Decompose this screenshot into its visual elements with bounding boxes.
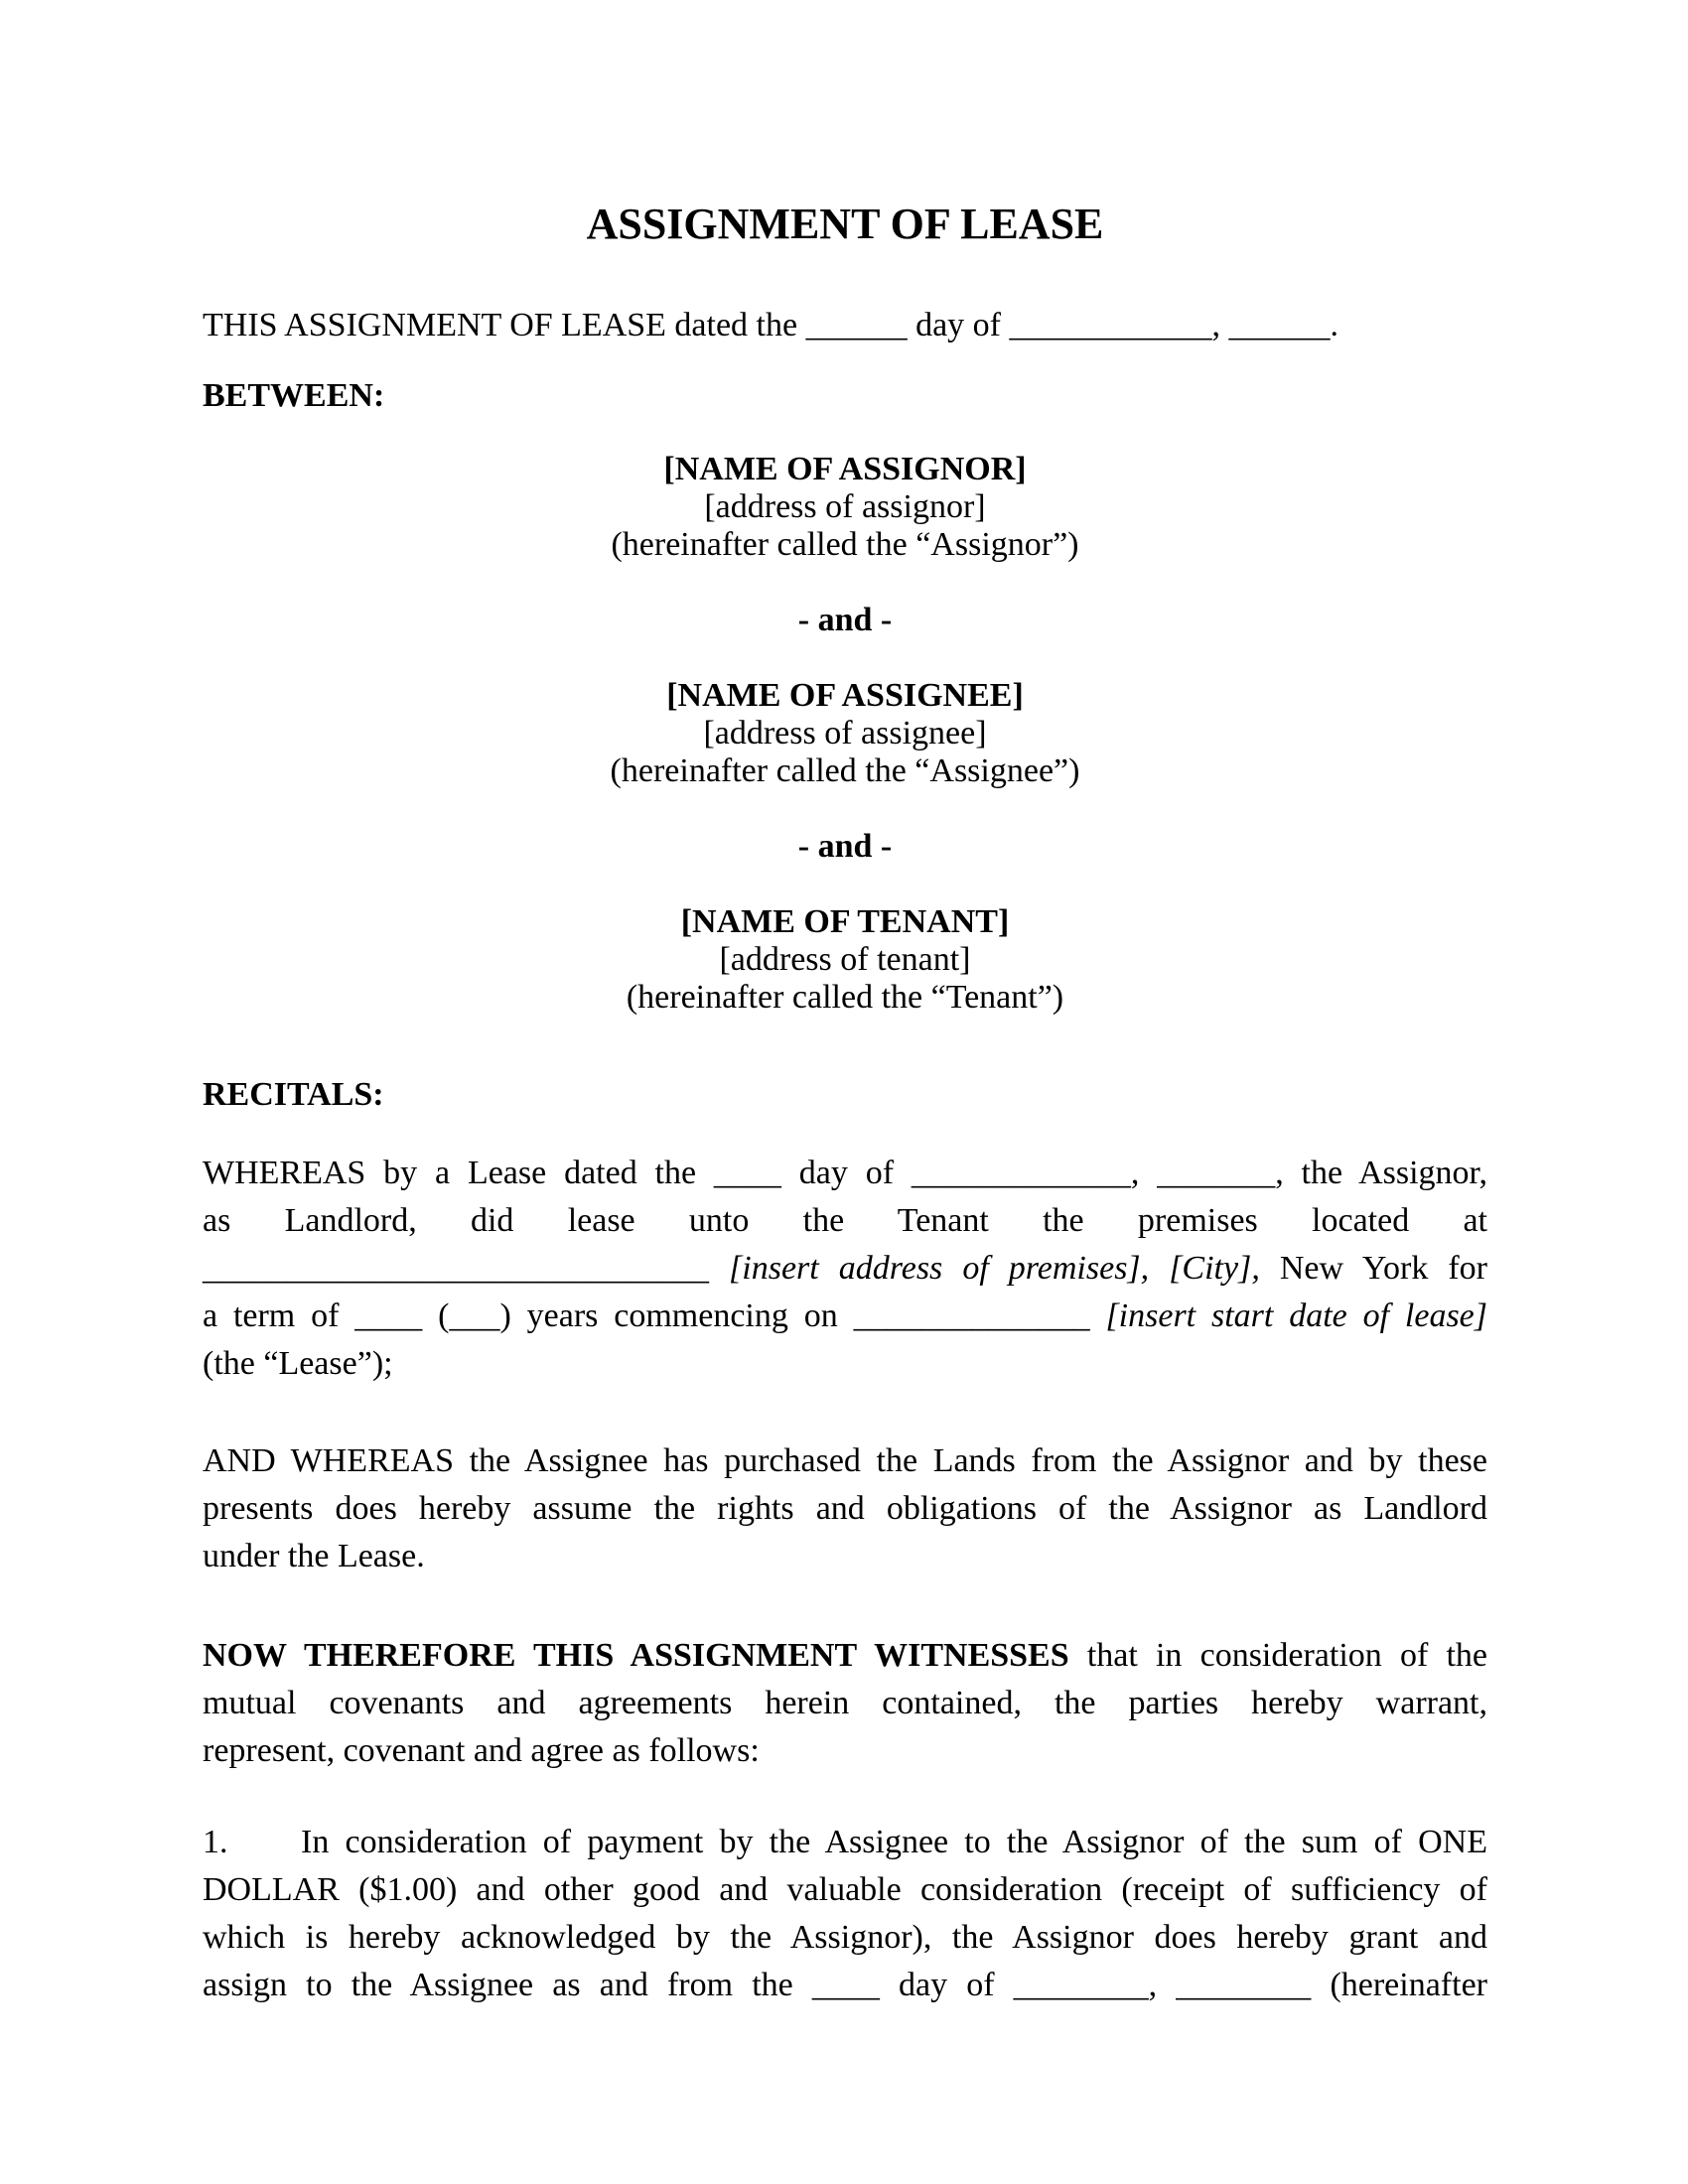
parties-section (203, 451, 1487, 1017)
clause-number: 1. (203, 1824, 228, 1860)
party-assignor-alias: (hereinafter called the “Assignor”) (611, 526, 1079, 563)
paragraph-line (203, 1819, 1487, 1866)
and-separator-2: - and - (797, 828, 893, 865)
document-content (203, 0, 1487, 2009)
paragraph-line: represent, covenant and agree as follows: (203, 1732, 760, 1769)
party-assignor-name: [NAME OF ASSIGNOR] (663, 451, 1027, 487)
paragraph-clause-1 (203, 1819, 1487, 2009)
paragraph-line: NOW THEREFORE THIS ASSIGNMENT WITNESSES that in consideration of the (203, 1637, 1487, 1674)
recitals-heading: RECITALS: (203, 1076, 384, 1113)
paragraph-now-therefore (203, 1632, 1487, 1775)
paragraph-line: DOLLAR ($1.00) and other good and valuable consideration (receipt of sufficiency of (203, 1871, 1487, 1908)
party-assignor (203, 451, 1487, 564)
paragraph-line: which is hereby acknowledged by the Assignor), the Assignor does hereby grant and (203, 1919, 1487, 1956)
document-title: ASSIGNMENT OF LEASE (586, 200, 1104, 248)
and-separator-1: - and - (797, 602, 893, 638)
party-assignor-address: [address of assignor] (704, 488, 986, 525)
paragraph-line: mutual covenants and agreements herein contained, the parties hereby warrant, (203, 1685, 1487, 1721)
paragraph-line: a term of ____ (___) years commencing on ______________ [insert start date of lease] (203, 1297, 1487, 1334)
paragraph-line: ______________________________ [insert address of premises], [City], New York for (203, 1250, 1487, 1287)
paragraph-line: presents does hereby assume the rights and obligations of the Assignor as Landlord (203, 1490, 1487, 1527)
between-label: BETWEEN: (203, 377, 385, 414)
opening-paragraph: THIS ASSIGNMENT OF LEASE dated the ______ day of ____________, ______. (203, 307, 1338, 343)
paragraph-line: assign to the Assignee as and from the ____ day of ________, ________ (hereinafter (203, 1967, 1487, 2003)
party-tenant-address: [address of tenant] (719, 941, 971, 978)
party-assignee (203, 677, 1487, 790)
paragraph-line: AND WHEREAS the Assignee has purchased the Lands from the Assignor and by these (203, 1442, 1487, 1479)
paragraph-line: WHEREAS by a Lease dated the ____ day of _____________, _______, the Assignor, (203, 1155, 1487, 1191)
paragraph-line: (the “Lease”); (203, 1345, 393, 1382)
party-tenant-name: [NAME OF TENANT] (680, 903, 1010, 940)
paragraph-line: as Landlord, did lease unto the Tenant the premises located at (203, 1202, 1487, 1239)
party-tenant-alias: (hereinafter called the “Tenant”) (626, 979, 1064, 1016)
party-tenant (203, 903, 1487, 1017)
party-assignee-name: [NAME OF ASSIGNEE] (666, 677, 1024, 714)
clause-line-text: In consideration of payment by the Assignee to the Assignor of the sum of ONE (301, 1824, 1487, 1860)
paragraph-line: under the Lease. (203, 1538, 425, 1574)
party-assignee-address: [address of assignee] (703, 715, 987, 751)
paragraph-whereas-lease (203, 1150, 1487, 1388)
paragraph-and-whereas (203, 1437, 1487, 1580)
party-assignee-alias: (hereinafter called the “Assignee”) (610, 752, 1080, 789)
